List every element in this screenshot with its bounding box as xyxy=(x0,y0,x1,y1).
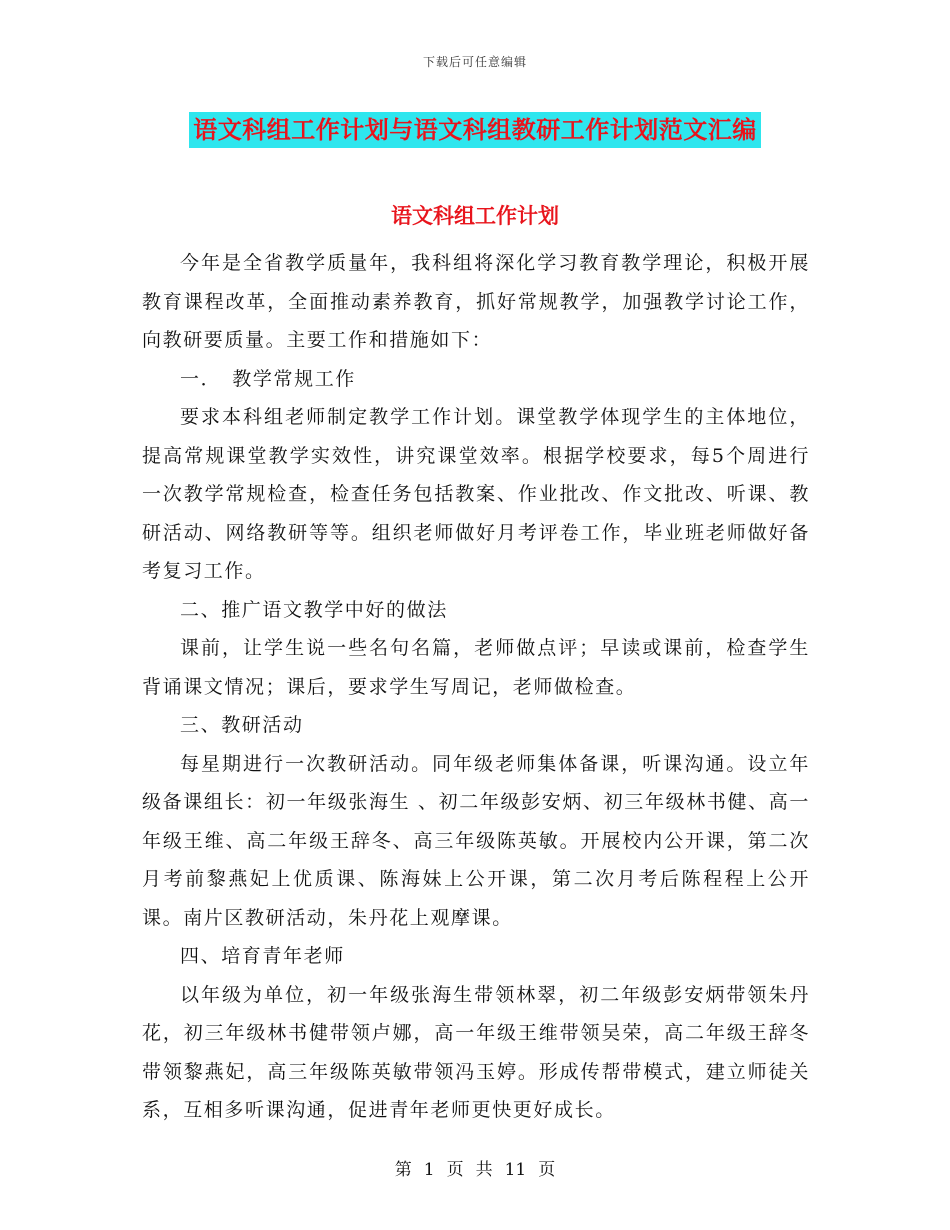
footer-page-number: 1 xyxy=(423,1160,435,1180)
page-header-note: 下载后可任意编辑 xyxy=(422,55,527,69)
heading-young-teachers: 四、培育青年老师 xyxy=(180,945,345,967)
paragraph-research-activities: 每星期进行一次教研活动。同年级老师集体备课，听课沟通。设立年级备课组长：初一年级张海生 、初二年级彭安炳、初三年级林书健、高一年级王维、高二年级王辞冬、高三年级陈英敏。开展校内公开课，第二次月考前黎燕妃上优质课、陈海妹上公开课，第二次月考后陈程程上公开课。南片区教研活动，朱丹花上观摩课。 xyxy=(142,752,810,929)
footer-total-pages: 11 xyxy=(504,1160,527,1180)
heading-teaching-routine: 一． 教学常规工作 xyxy=(180,367,356,390)
paragraph-young-teachers: 以年级为单位，初一年级张海生带领林翠，初二年级彭安炳带领朱丹花，初三年级林书健带领卢娜，高一年级王维带领吴荣，高二年级王辞冬带领黎燕妃，高三年级陈英敏带领冯玉婷。形成传帮带模式，建立师徒关系，互相多听课沟通，促进青年老师更快更好成长。 xyxy=(142,983,810,1121)
footer-suffix: 页 xyxy=(538,1160,556,1180)
footer-prefix: 第 xyxy=(394,1160,412,1180)
section-title: 语文科组工作计划 xyxy=(391,203,559,228)
page-footer xyxy=(0,1155,950,1180)
paragraph-good-practices: 课前，让学生说一些名句名篇，老师做点评；早读或课前，检查学生背诵课文情况；课后，要求学生写周记，老师做检查。 xyxy=(142,637,810,698)
paragraph-teaching-routine: 要求本科组老师制定教学工作计划。课堂教学体现学生的主体地位，提高常规课堂教学实效性，讲究课堂效率。根据学校要求，每5个周进行一次教学常规检查，检查任务包括教案、作业批改、作文批改、听课、教研活动、网络教研等等。组织老师做好月考评卷工作，毕业班老师做好备考复习工作。 xyxy=(142,406,810,582)
heading-research-activities: 三、教研活动 xyxy=(180,714,304,736)
footer-total-label: 共 xyxy=(475,1160,493,1180)
document-title: 语文科组工作计划与语文科组教研工作计划范文汇编 xyxy=(189,112,761,148)
footer-page-label: 页 xyxy=(446,1160,464,1180)
paragraph-intro: 今年是全省教学质量年，我科组将深化学习教育教学理论，积极开展教育课程改革，全面推动素养教育，抓好常规教学，加强教学讨论工作，向教研要质量。主要工作和措施如下： xyxy=(142,252,810,351)
document-body xyxy=(142,244,810,1130)
document-title-container xyxy=(0,112,950,148)
heading-good-practices: 二、推广语文教学中好的做法 xyxy=(180,598,448,621)
